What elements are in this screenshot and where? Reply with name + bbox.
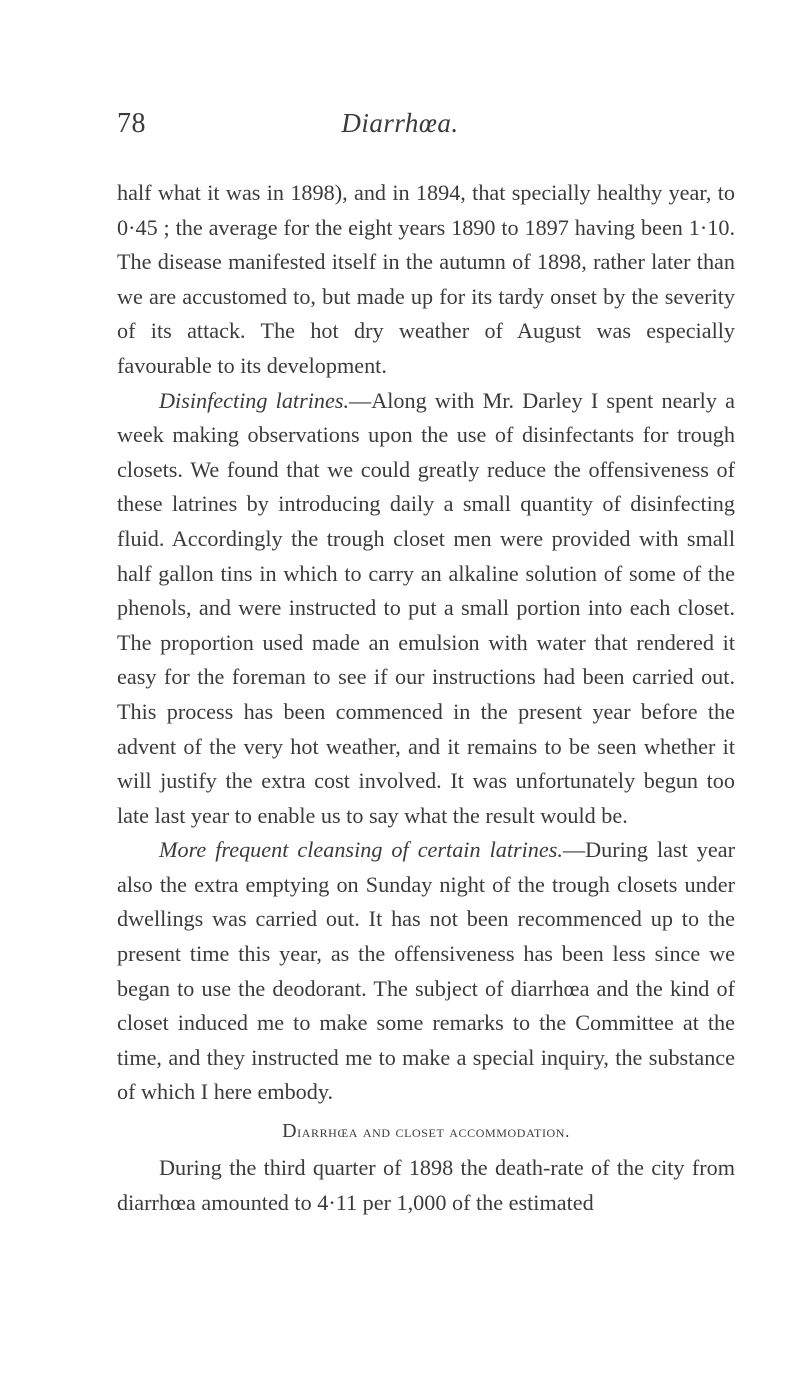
body-text — [117, 176, 735, 1220]
paragraph-title: More frequent cleansing of certain latrines. — [159, 837, 563, 863]
paragraph-death-rate: During the third quarter of 1898 the death-rate of the city from diarrhœa amounted to 4·11 per 1,000 of the estimated — [117, 1155, 735, 1215]
running-head: Diarrhœa. — [341, 108, 459, 138]
section-heading-rest: iarrhœa and closet accommodation. — [297, 1122, 570, 1142]
section-heading — [117, 1116, 735, 1147]
paragraph-title: Disinfecting latrines. — [159, 387, 350, 413]
paragraph-disinfecting-latrines — [117, 384, 735, 834]
page-number: 78 — [117, 108, 146, 139]
paragraph-continuation: half what it was in 1898), and in 1894, that specially healthy year, to 0·45 ; the average for the eight years 1890 to 1897 having been 1·10. The disease manifested itself in the autumn of 1898, rather later than we are accustomed to, but made up for its tardy onset by the severity of its attack. The hot dry weather of August was especially favourable to its development. — [117, 180, 735, 378]
paragraph-body: —Along with Mr. Darley I spent nearly a week making observations upon the use of disinfectants for trough closets. We found that we could greatly reduce the offensiveness of these latrines by introducing daily a small quantity of disinfecting fluid. Accordingly the trough closet men were provided with small half gallon tins in which to carry an alkaline solution of some of the phenols, and were instructed to put a small portion into each closet. The proportion used made an emulsion with water that rendered it easy for the foreman to see if our instructions had been carried out. This process has been commenced in the present year before the advent of the very hot weather, and it remains to be seen whether it will justify the extra cost involved. It was unfortunately begun too late last year to enable us to say what the result would be. — [117, 387, 735, 828]
paragraph-frequent-cleansing — [117, 833, 735, 1110]
page-header — [0, 108, 800, 148]
section-heading-initial: D — [282, 1120, 298, 1143]
paragraph-body: —During last year also the extra emptying on Sunday night of the trough closets under dwellings was carried out. It has not been recommenced up to the present time this year, as the offensiveness has been less since we began to use the deodorant. The subject of diarrhœa and the kind of closet induced me to make some remarks to the Committee at the time, and they instructed me to make a special inquiry, the substance of which I here embody. — [117, 837, 735, 1105]
